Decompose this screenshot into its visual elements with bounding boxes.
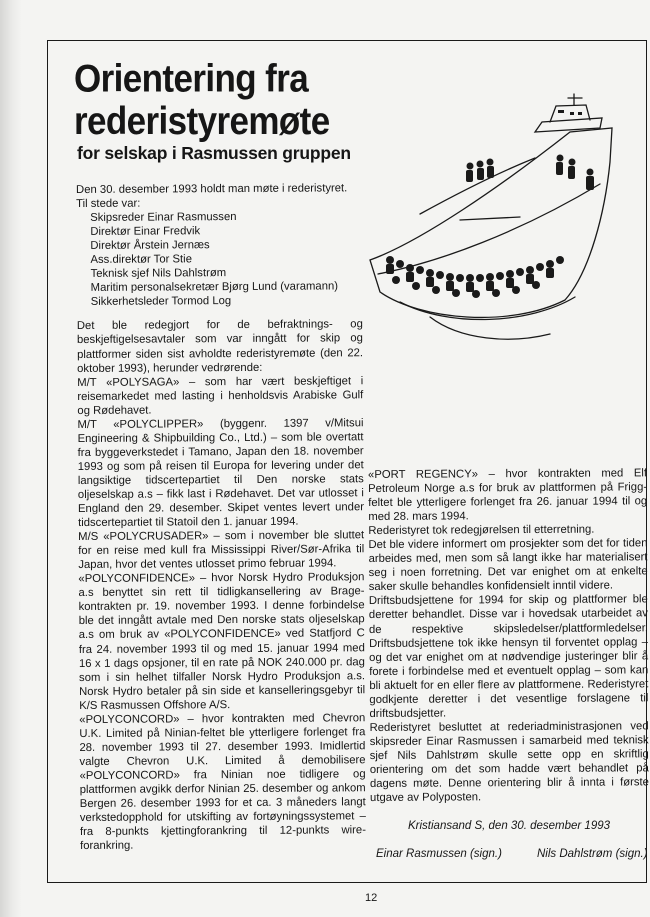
- body-paragraph: M/S «POLYCRUSADER» – som i november ble sluttet for en reise med kull fra Mississippi River/Sør-Afrika til Japan, hvor det ventes utlosset primo februar 1994.: [78, 529, 365, 572]
- place-date: Kristiansand S, den 30. desember 1993: [408, 820, 611, 832]
- attendance-block: [76, 181, 363, 309]
- body-paragraph: Det ble redegjort for de befraktnings- og beskjeftigelsesavtaler som var inngått for skip og plattformer siden sist avholdte rederistyremøte (den 22. oktober 1993), herunder vedrørende:: [76, 318, 364, 375]
- crowd-figures: [386, 155, 594, 299]
- binding-edge: [0, 0, 22, 917]
- signature-rasmussen: Einar Rasmussen (sign.): [376, 848, 502, 860]
- body-paragraph: «POLYCONFIDENCE» – hvor Norsk Hydro Produksjon a.s benyttet sin rett til tidligkansellering av Brage-kontrakten pr. 19. november 1993. I denne forbindelse ble det inngått avtale med Den norske stats oljeselskap a.s om bruk av «POLYCONFIDENCE» ved Statfjord C fra 24. november 1993 til og med 15. januar 1994 med 16 x 1 dags opsjoner, til en rate på NOK 240.000 pr. dag som i sin helhet tilfaller Norsk Hydro Produksjon a.s. Norsk Hydro betaler på sin side et kanselleringsgebyr til K/S Rasmussen Offshore A/S.: [78, 571, 366, 712]
- right-column: [368, 466, 649, 805]
- ship-illustration: [360, 92, 625, 360]
- attendee: Skipsreder Einar Rasmussen: [90, 211, 237, 225]
- title-line-1: Orientering fra: [74, 56, 309, 101]
- body-paragraph: M/T «POLYSAGA» – som har vært beskjeftiget i reisemarkedet med lasting i henholdsvis Arabiske Gulf og Rødehavet.: [77, 374, 364, 417]
- body-paragraph: Det ble videre informert om prosjekter som det for tiden arbeides med, men som så langt ikke har materialisert seg i noen forretning. Det var enighet om at enkelte saker skulle behandles konfidensielt inntil videre.: [368, 537, 648, 594]
- body-paragraph: Rederistyret tok redegjørelsen til etterretning.: [368, 523, 595, 538]
- body-paragraph: Rederistyret besluttet at rederiadministrasjonen ved skipsreder Einar Rasmussen i samarbeid med teknisk sjef Nils Dahlstrøm skulle sette opp en skriftlig orientering om det som hadde vært behandlet på dagens møte. Denne orientering blir å innta i første utgave av Polyposten.: [369, 720, 649, 805]
- attendee: Teknisk sjef Nils Dahlstrøm: [90, 267, 227, 281]
- page-number: 12: [365, 892, 378, 904]
- body-paragraph: Driftsbudsjettene for 1994 for skip og plattformer ble deretter behandlet. Disse var i hovedsak utarbeidet av de respektive skipsledelser/plattformledelser. Driftsbudsjettene tok ikke hensyn til forventet opplag – og det var enighet om at nødvendige justeringer blir å forete i forbindelse med et eventuelt opplag – som kan bli aktuelt for en eller flere av plattformene. Rederistyret godkjente deretter i det vesentlige forslagene til driftsbudsjetter.: [368, 593, 649, 720]
- body-paragraph: «POLYCONCORD» – hvor kontrakten med Chevron U.K. Limited på Ninian-feltet ble ytterligere forlenget fra 28. november 1993 til 27. desember 1993. Imidlertid valgte Chevron U.K. Limited å demobilisere «POLYCONCORD» fra Ninian noe tidligere og plattformen avgikk derfor Ninian 25. desember og ankom Bergen 26. desember 1993 for et ca. 3 måneders langt verkstedopphold for utskifting av fortøyningssystemet – fra 8-punkts kjettingforankring til 12-punkts wire-forankring.: [79, 711, 366, 853]
- attendee: Maritim personalsekretær Bjørg Lund (varamann): [90, 280, 339, 295]
- attendee: Ass.direktør Tor Stie: [90, 253, 193, 267]
- signature-dahlstrom: Nils Dahlstrøm (sign.): [537, 848, 648, 860]
- attendee: Direktør Einar Fredvik: [90, 225, 201, 239]
- intro-line: Den 30. desember 1993 holdt man møte i rederistyret.: [76, 182, 348, 196]
- body-paragraph: «PORT REGENCY» – hvor kontrakten med Elf Petroleum Norge a.s for bruk av plattformen på Frigg-feltet ble ytterligere forlenget fra 26. januar 1994 til og med 28. mars 1994.: [368, 467, 648, 524]
- left-column: [76, 181, 366, 853]
- title-line-2: rederistyremøte: [74, 99, 330, 144]
- article-title: [74, 58, 330, 143]
- attendee: Sikkerhetsleder Tormod Log: [90, 295, 232, 309]
- article-subtitle: for selskap i Rasmussen gruppen: [77, 143, 351, 163]
- body-paragraph: M/T «POLYCLIPPER» (byggenr. 1397 v/Mitsui Engineering & Shipbuilding Co., Ltd.) – som ble overtatt fra byggeverkstedet i Tamano, Japan den 18. november 1993 og som på reisen til Europa for levering under det langsiktige tidscertepartiet til Den norske stats oljeselskap a.s – fikk last i Rødehavet. Det var utlosset i England den 29. desember. Skipet ventes levert under tidscertepartiet til Statoil den 1. januar 1994.: [77, 416, 365, 530]
- attendee: Direktør Årstein Jernæs: [90, 239, 210, 253]
- present-label: Til stede var:: [76, 197, 141, 211]
